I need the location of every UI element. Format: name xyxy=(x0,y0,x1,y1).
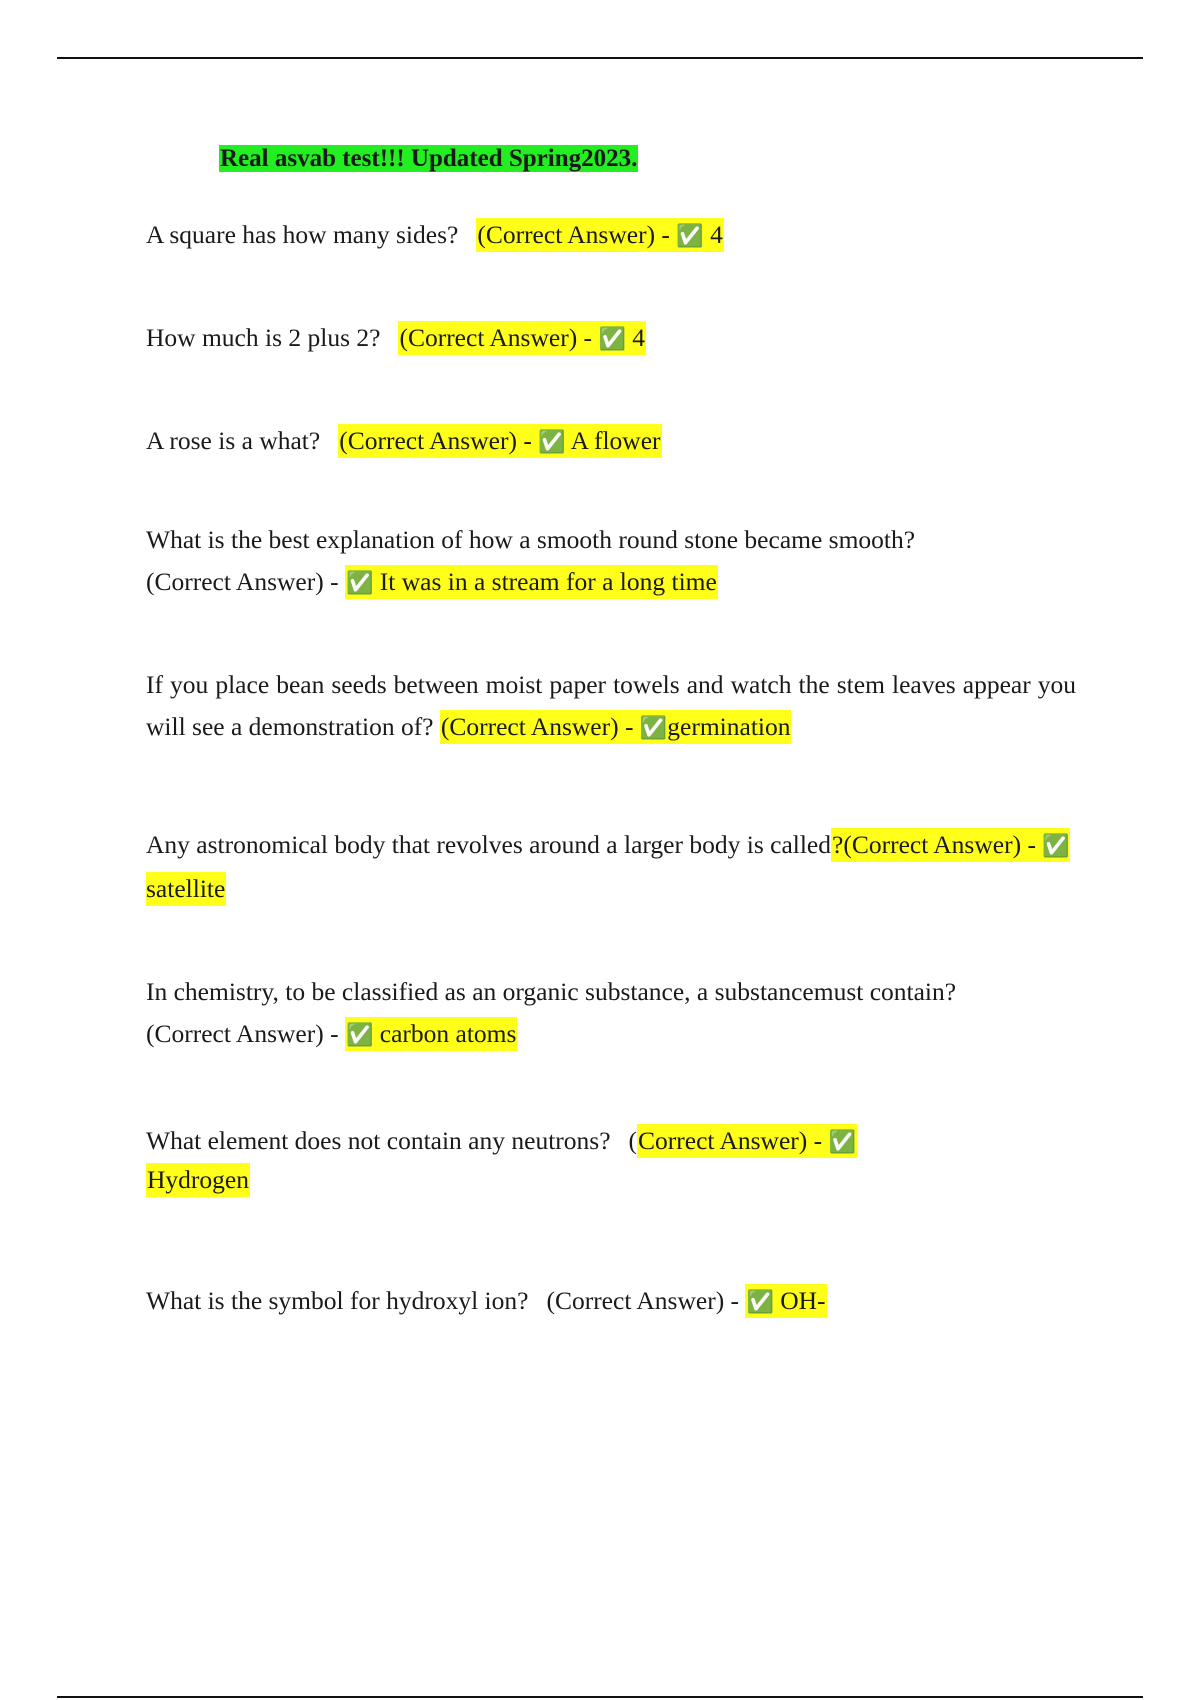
check-icon: ✅ xyxy=(676,224,704,249)
answer-highlight xyxy=(637,1124,857,1158)
answer-prefix-open: ( xyxy=(628,1126,638,1155)
answer-highlight xyxy=(146,1163,250,1197)
answer-highlight xyxy=(345,565,718,599)
check-icon: ✅ xyxy=(746,1290,774,1315)
answer-highlight xyxy=(440,710,792,744)
question-text: In chemistry, to be classified as an organic substance, a substancemust contain? xyxy=(146,977,957,1006)
top-rule xyxy=(57,57,1143,59)
answer-text: germination xyxy=(667,712,791,741)
question-text: Any astronomical body that revolves around a larger body is called xyxy=(146,830,832,859)
answer-text: carbon atoms xyxy=(379,1019,517,1048)
answer-prefix: (Correct Answer) - xyxy=(477,220,670,249)
question-tail: ? xyxy=(832,830,844,859)
answer-text: 4 xyxy=(710,220,723,249)
document-title xyxy=(219,143,638,175)
answer-prefix: (Correct Answer) - xyxy=(399,323,593,352)
qa-item-1 xyxy=(146,214,1076,258)
answer-highlight xyxy=(338,424,661,458)
question-text: What element does not contain any neutrons? xyxy=(146,1126,611,1155)
check-icon: ✅ xyxy=(639,716,668,741)
question-text: A square has how many sides? xyxy=(146,220,459,249)
answer-highlight xyxy=(398,321,646,355)
qa-item-7 xyxy=(146,971,1076,1057)
document-title-text: Real asvab test!!! Updated Spring2023. xyxy=(220,145,638,172)
qa-item-8 xyxy=(146,1122,1076,1198)
question-text: How much is 2 plus 2? xyxy=(146,323,381,352)
check-icon: ✅ xyxy=(1042,834,1070,859)
answer-text: OH- xyxy=(780,1286,826,1315)
answer-prefix: (Correct Answer) - xyxy=(440,712,634,741)
answer-text: A flower xyxy=(570,426,661,455)
answer-prefix: (Correct Answer) - xyxy=(339,426,532,455)
question-text: If you place bean seeds between moist paper towels and watch the stem leaves appear you will see a demonstration of? xyxy=(146,670,1076,741)
bottom-rule xyxy=(57,1696,1143,1698)
qa-item-6 xyxy=(146,824,1076,910)
answer-text: satellite xyxy=(146,874,226,903)
answer-highlight xyxy=(345,1017,517,1051)
check-icon: ✅ xyxy=(828,1130,856,1155)
qa-item-3 xyxy=(146,420,1076,464)
qa-item-2 xyxy=(146,317,1076,361)
question-text: What is the symbol for hydroxyl ion? xyxy=(146,1286,529,1315)
check-icon: ✅ xyxy=(345,1023,374,1048)
answer-text: 4 xyxy=(632,323,645,352)
check-icon: ✅ xyxy=(345,571,374,596)
question-text: What is the best explanation of how a smooth round stone became smooth? xyxy=(146,525,916,554)
qa-item-4 xyxy=(146,519,1076,605)
answer-prefix: (Correct Answer) - xyxy=(843,830,1036,859)
answer-highlight xyxy=(476,218,724,252)
qa-item-5 xyxy=(146,664,1076,750)
check-icon: ✅ xyxy=(598,327,626,352)
answer-text: It was in a stream for a long time xyxy=(379,567,717,596)
answer-prefix: (Correct Answer) - xyxy=(146,567,339,596)
answer-highlight xyxy=(745,1284,826,1318)
answer-text: Hydrogen xyxy=(147,1165,249,1194)
answer-prefix: (Correct Answer) - xyxy=(546,1286,740,1315)
answer-prefix: Correct Answer) - xyxy=(638,1126,823,1155)
answer-prefix: (Correct Answer) - xyxy=(146,1019,339,1048)
qa-item-9 xyxy=(146,1280,1076,1324)
question-text: A rose is a what? xyxy=(146,426,321,455)
check-icon: ✅ xyxy=(538,430,566,455)
